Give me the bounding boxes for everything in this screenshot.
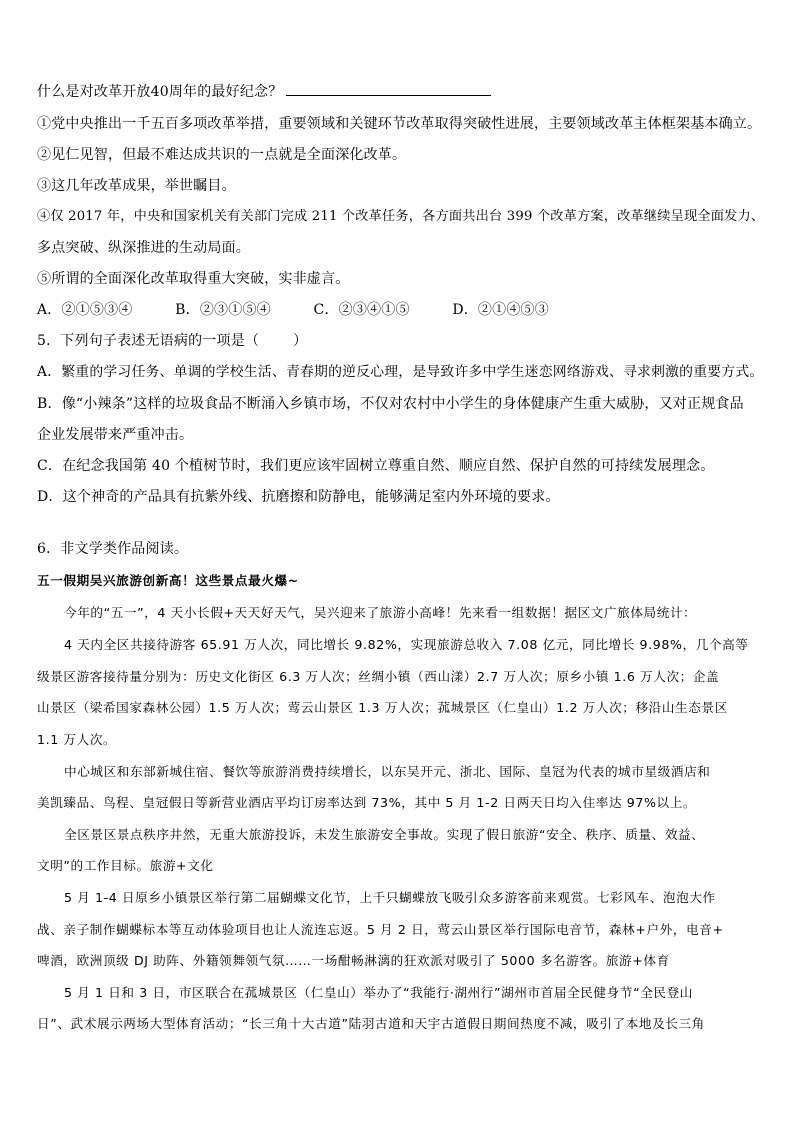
option-d[interactable]: D．②①④⑤③	[452, 302, 549, 318]
article-paragraph-5-line1: 5 月 1-4 日原乡小镇景区举行第二届蝴蝶文化节，上千只蝴蝶放飞吸引众多游客前来观赏。七彩风车、泡泡大作	[64, 890, 716, 905]
question-4-prompt: 什么是对改革开放40周年的最好纪念？	[37, 83, 491, 101]
question-5-option-b-line1: B．像“小辣条”这样的垃圾食品不断涌入乡镇市场，不仅对农村中小学生的身体健康产生重大威胁，又对正规食品	[37, 396, 744, 412]
article-paragraph-2-line3: 山景区（梁希国家森林公园）1.5 万人次；莺云山景区 1.3 万人次；菰城景区（仁皇山）1.2 万人次；移沿山生态景区	[37, 700, 728, 715]
sentence-3: ③这几年改革成果，举世瞩目。	[37, 178, 236, 194]
question-6-heading: 6．非文学类作品阅读。	[37, 541, 189, 557]
option-a[interactable]: A．②①⑤③④	[37, 302, 133, 318]
article-paragraph-6-line1: 5 月 1 日和 3 日，市区联合在菰城景区（仁皇山）举办了“我能行·湖州行”湖州市首届全民健身节“全民登山	[64, 985, 693, 1000]
sentence-1: ①党中央推出一千五百多项改革举措，重要领域和关键环节改革取得突破性进展，主要领域改革主体框架基本确立。	[37, 116, 762, 132]
question-5-option-d: D．这个神奇的产品具有抗紫外线、抗磨擦和防静电，能够满足室内外环境的要求。	[37, 489, 560, 505]
article-paragraph-5-line3: 啤酒，欧洲顶级 DJ 助阵、外籍领舞领气氛……一场酣畅淋漓的狂欢派对吸引了 5000 多名游客。旅游+体育	[37, 953, 670, 968]
question-5-option-a: A．繁重的学习任务、单调的学校生活、青春期的逆反心理，是导致许多中学生迷恋网络游戏、寻求刺激的重要方式。	[37, 364, 764, 380]
sentence-4-line2: 多点突破、纵深推进的生动局面。	[37, 240, 250, 256]
question-5-option-b-line2: 企业发展带来严重冲击。	[37, 427, 194, 443]
sentence-4-line1: ④仅 2017 年，中央和国家机关有关部门完成 211 个改革任务，各方面共出台 399 个改革方案，改革继续呈现全面发力、	[37, 209, 765, 224]
article-paragraph-4-line1: 全区景区景点秩序井然，无重大旅游投诉，未发生旅游安全事故。实现了假日旅游“安全、秩序、质量、效益、	[64, 827, 705, 842]
article-paragraph-2-line2: 级景区游客接待量分别为：历史文化街区 6.3 万人次；丝绸小镇（西山漾）2.7 万人次；原乡小镇 1.6 万人次；企盖	[37, 669, 720, 684]
article-paragraph-3-line1: 中心城区和东部新城住宿、餐饮等旅游消费持续增长，以东吴开元、浙北、国际、皇冠为代表的城市星级酒店和	[64, 764, 711, 779]
sentence-5: ⑤所谓的全面深化改革取得重大突破，实非虚言。	[37, 271, 350, 287]
sentence-2: ②见仁见智，但最不难达成共识的一点就是全面深化改革。	[37, 147, 407, 163]
article-paragraph-3-line2: 美凯臻品、鸟程、皇冠假日等新营业酒店平均订房率达到 73%，其中 5 月 1-2 日两天日均入住率达 97%以上。	[37, 795, 697, 810]
article-title: 五一假期吴兴旅游创新高！这些景点最火爆~	[37, 573, 299, 588]
article-paragraph-2-line1: 4 天内全区共接待游客 65.91 万人次，同比增长 9.82%，实现旅游总收入 7.08 亿元，同比增长 9.98%，几个高等	[64, 637, 749, 652]
option-b[interactable]: B．②③①⑤④	[175, 302, 271, 318]
question-5-stem: 5．下列句子表述无语病的一项是（ ）	[37, 333, 308, 349]
article-paragraph-1: 今年的“五一”，4 天小长假+天天好天气，吴兴迎来了旅游小高峰！先来看一组数据！据区文广旅体局统计：	[64, 605, 697, 620]
question-4-options	[37, 301, 587, 319]
article-paragraph-5-line2: 战、亲子制作蝴蝶标本等互动体验项目也让人流连忘返。5 月 2 日，莺云山景区举行国际电音节，森林+户外，电音+	[37, 922, 724, 937]
article-paragraph-4-line2: 文明”的工作目标。旅游+文化	[37, 858, 214, 873]
answer-blank[interactable]	[286, 83, 491, 96]
article-paragraph-2-line4: 1.1 万人次。	[37, 732, 117, 747]
question-5-option-c: C．在纪念我国第 40 个植树节时，我们更应该牢固树立尊重自然、顺应自然、保护自然的可持续发展理念。	[37, 458, 715, 474]
option-c[interactable]: C．②③④①⑤	[313, 302, 410, 318]
article-paragraph-6-line2: 日”、武术展示两场大型体育活动；“长三角十大古道”陆羽古道和天宇古道假日期间热度不减，吸引了本地及长三角	[37, 1016, 705, 1031]
